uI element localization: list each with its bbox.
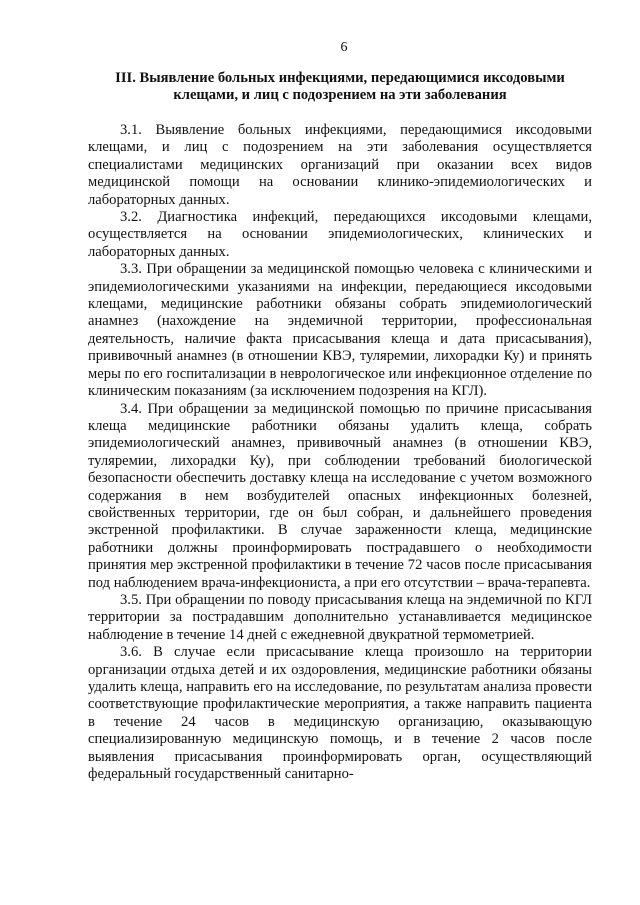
paragraph-3-4: 3.4. При обращении за медицинской помощью по причине присасывания клеща медицинские работники обязаны удалить клеща, собрать эпидемиологический анамнез, прививочный анамнез (в отношении КВЭ, туляремии, лихорадки Ку), при соблюдении требований биологической безопасности обеспечить доставку клеща на исследование с учетом возможного содержания в нем возбудителей опасных инфекционных болезней, свойственных территории, где он был собран, и дальнейшего проведения экстренной профилактики. В случае зараженности клеща, медицинские работники должны проинформировать пострадавшего о необходимости принятия мер экстренной профилактики в течение 72 часов после присасывания под наблюдением врача-инфекциониста, а при его отсутствии – врача-терапевта. <box>88 400 592 591</box>
paragraph-3-3: 3.3. При обращении за медицинской помощью человека с клиническими и эпидемиологическими указаниями на инфекции, передающиеся иксодовыми клещами, медицинские работники обязаны собрать эпидемиологический анамнез (нахождение на эндемичной территории, профессиональная деятельность, наличие факта присасывания клеща и дата присасывания), прививочный анамнез (в отношении КВЭ, туляремии, лихорадки Ку) и принять меры по его госпитализации в неврологическое или инфекционное отделение по клиническим показаниям (за исключением подозрения на КГЛ). <box>88 261 592 400</box>
paragraph-3-5: 3.5. При обращении по поводу присасывания клеща на эндемичной по КГЛ территории за пострадавшим дополнительно устанавливается медицинское наблюдение в течение 14 дней с ежедневной двукратной термометрией. <box>88 591 592 643</box>
page-number: 6 <box>340 40 348 55</box>
paragraph-3-1: 3.1. Выявление больных инфекциями, передающимися иксодовыми клещами, и лиц с подозрением на эти заболевания осуществляется специалистами медицинских организаций при оказании всех видов медицинской помощи на основании клинико-эпидемиологических и лабораторных данных. <box>88 122 592 208</box>
section-title <box>88 70 592 104</box>
section-title-line-2: клещами, и лиц с подозрением на эти заболевания <box>173 87 507 103</box>
section-title-line-1: III. Выявление больных инфекциями, передающимися иксодовыми <box>115 70 565 86</box>
paragraph-3-6: 3.6. В случае если присасывание клеща произошло на территории организации отдыха детей и их оздоровления, медицинские работники обязаны удалить клеща, направить его на исследование, по результатам анализа провести соответствующие профилактические мероприятия, а также направить пациента в течение 24 часов в медицинскую организацию, оказывающую специализированную медицинскую помощь, и в течение 2 часов после выявления присасывания проинформировать орган, осуществляющий федеральный государственный санитарно- <box>88 644 592 783</box>
paragraph-3-2: 3.2. Диагностика инфекций, передающихся иксодовыми клещами, осуществляется на основании эпидемиологических, клинических и лабораторных данных. <box>88 209 592 260</box>
